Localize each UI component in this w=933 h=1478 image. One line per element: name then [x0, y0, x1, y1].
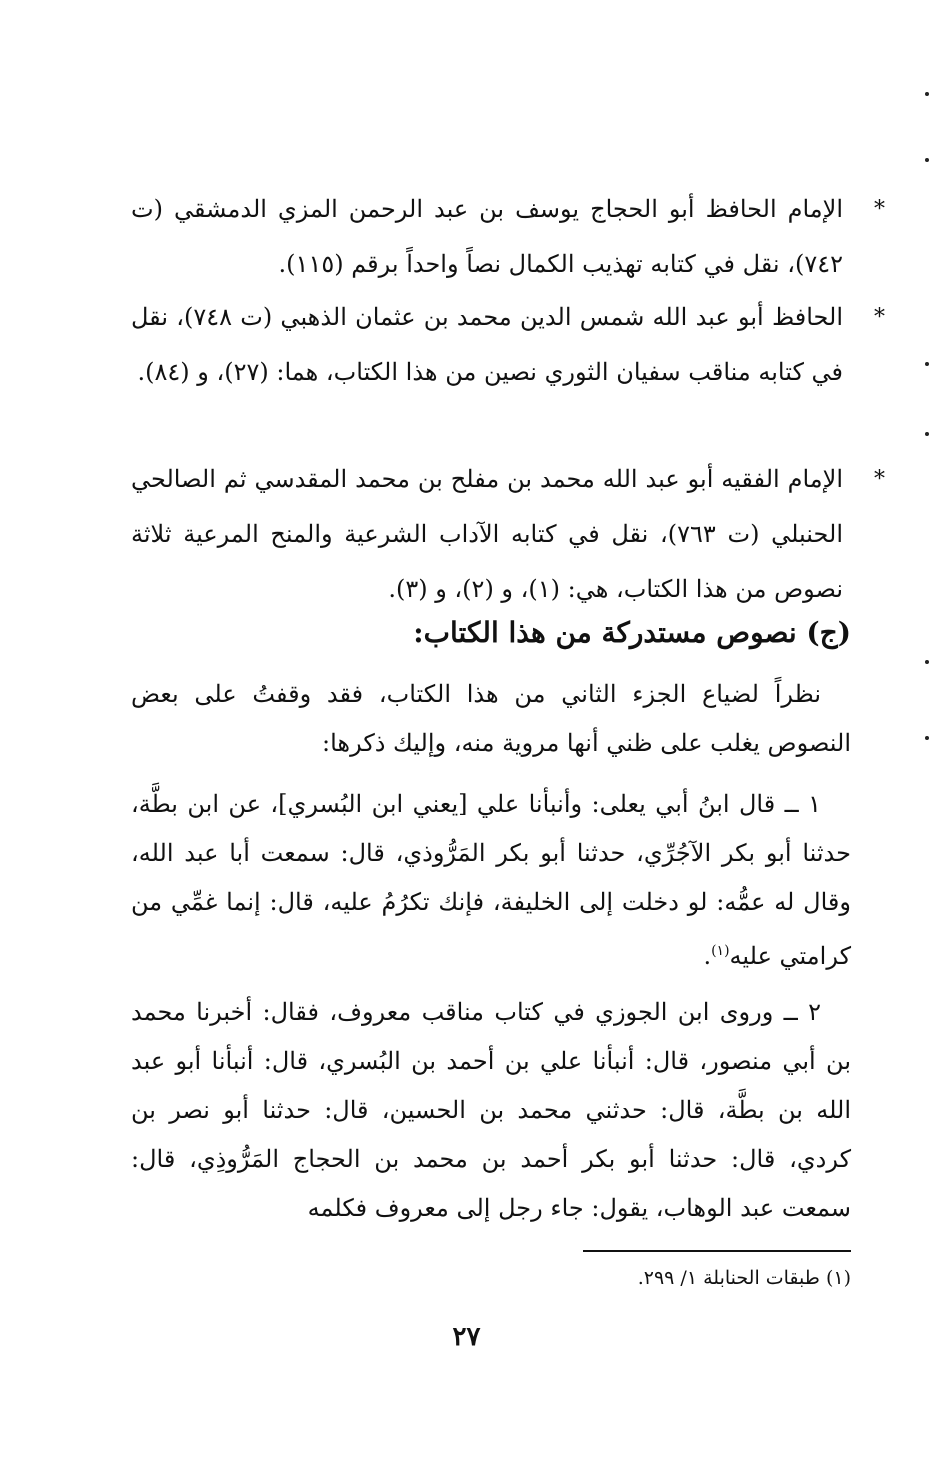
margin-mark [925, 660, 929, 664]
margin-mark [925, 362, 929, 366]
margin-mark [925, 432, 929, 436]
bullet-marker: * [874, 305, 885, 330]
bullet-item-dhahabi [131, 290, 885, 400]
margin-mark [925, 736, 929, 740]
footnote-reference: (١) [711, 943, 730, 959]
section-heading: (ج) نصوص مستدركة من هذا الكتاب: [413, 616, 851, 649]
margin-mark [925, 92, 929, 96]
page-number: ٢٧ [452, 1322, 481, 1352]
bullet-marker: * [874, 467, 885, 492]
intro-paragraph: نظراً لضياع الجزء الثاني من هذا الكتاب، فقد وقفتُ على بعض النصوص يغلب على ظني أنها مروية منه، وإليك ذكرها: [131, 680, 851, 757]
text-1-body: ١ ــ قال ابنُ أبي يعلى: وأنبأنا علي [يعني ابن البُسري]، عن ابن بطَّة، حدثنا أبو بكر الآجُرِّي، حدثنا أبو بكر المَرُّوذي، قال: سمعت أبا عبد الله، وقال له عمُّه: لو دخلت إلى الخليفة، فإنك تكرُمُ عليه، قال: إنما غمِّي من كرامتي عليه [131, 790, 851, 970]
margin-mark [925, 158, 929, 162]
text-1-end: . [703, 942, 712, 970]
footnote: (١) طبقات الحنابلة ١/ ٢٩٩. [637, 1267, 851, 1289]
bullet-text: الإمام الفقيه أبو عبد الله محمد بن مفلح بن محمد المقدسي ثم الصالحي الحنبلي (ت ٧٦٣)، نقل في كتابه الآداب الشرعية والمنح المرعية ثلاثة نصوص من هذا الكتاب، هي: (١)، و (٢)، و (٣). [131, 465, 844, 603]
bullet-item-ibn-muflih [131, 452, 885, 617]
bullet-item-mizzi [131, 182, 885, 292]
text-1-paragraph [131, 780, 851, 981]
bullet-text: الحافظ أبو عبد الله شمس الدين محمد بن عثمان الذهبي (ت ٧٤٨)، نقل في كتابه مناقب سفيان الثوري نصين من هذا الكتاب، هما: (٢٧)، و (٨٤). [131, 303, 843, 386]
text-2-paragraph: ٢ ــ وروى ابن الجوزي في كتاب مناقب معروف، فقال: أخبرنا محمد بن أبي منصور، قال: أنبأنا علي بن أحمد بن البُسري، قال: أنبأنا أبو عبد الله بن بطَّة، قال: حدثني محمد بن الحسين، قال: حدثنا أبو نصر بن كردي، قال: حدثنا أبو بكر أحمد بن محمد بن الحجاج المَرُّوذِي، قال: سمعت عبد الوهاب، يقول: جاء رجل إلى معروف فكلمه [131, 998, 851, 1222]
bullet-text: الإمام الحافظ أبو الحجاج يوسف بن عبد الرحمن المزي الدمشقي (ت ٧٤٢)، نقل في كتابه تهذيب الكمال نصاً واحداً برقم (١١٥). [131, 195, 843, 278]
bullet-marker: * [874, 197, 885, 222]
footnote-separator [583, 1250, 851, 1252]
